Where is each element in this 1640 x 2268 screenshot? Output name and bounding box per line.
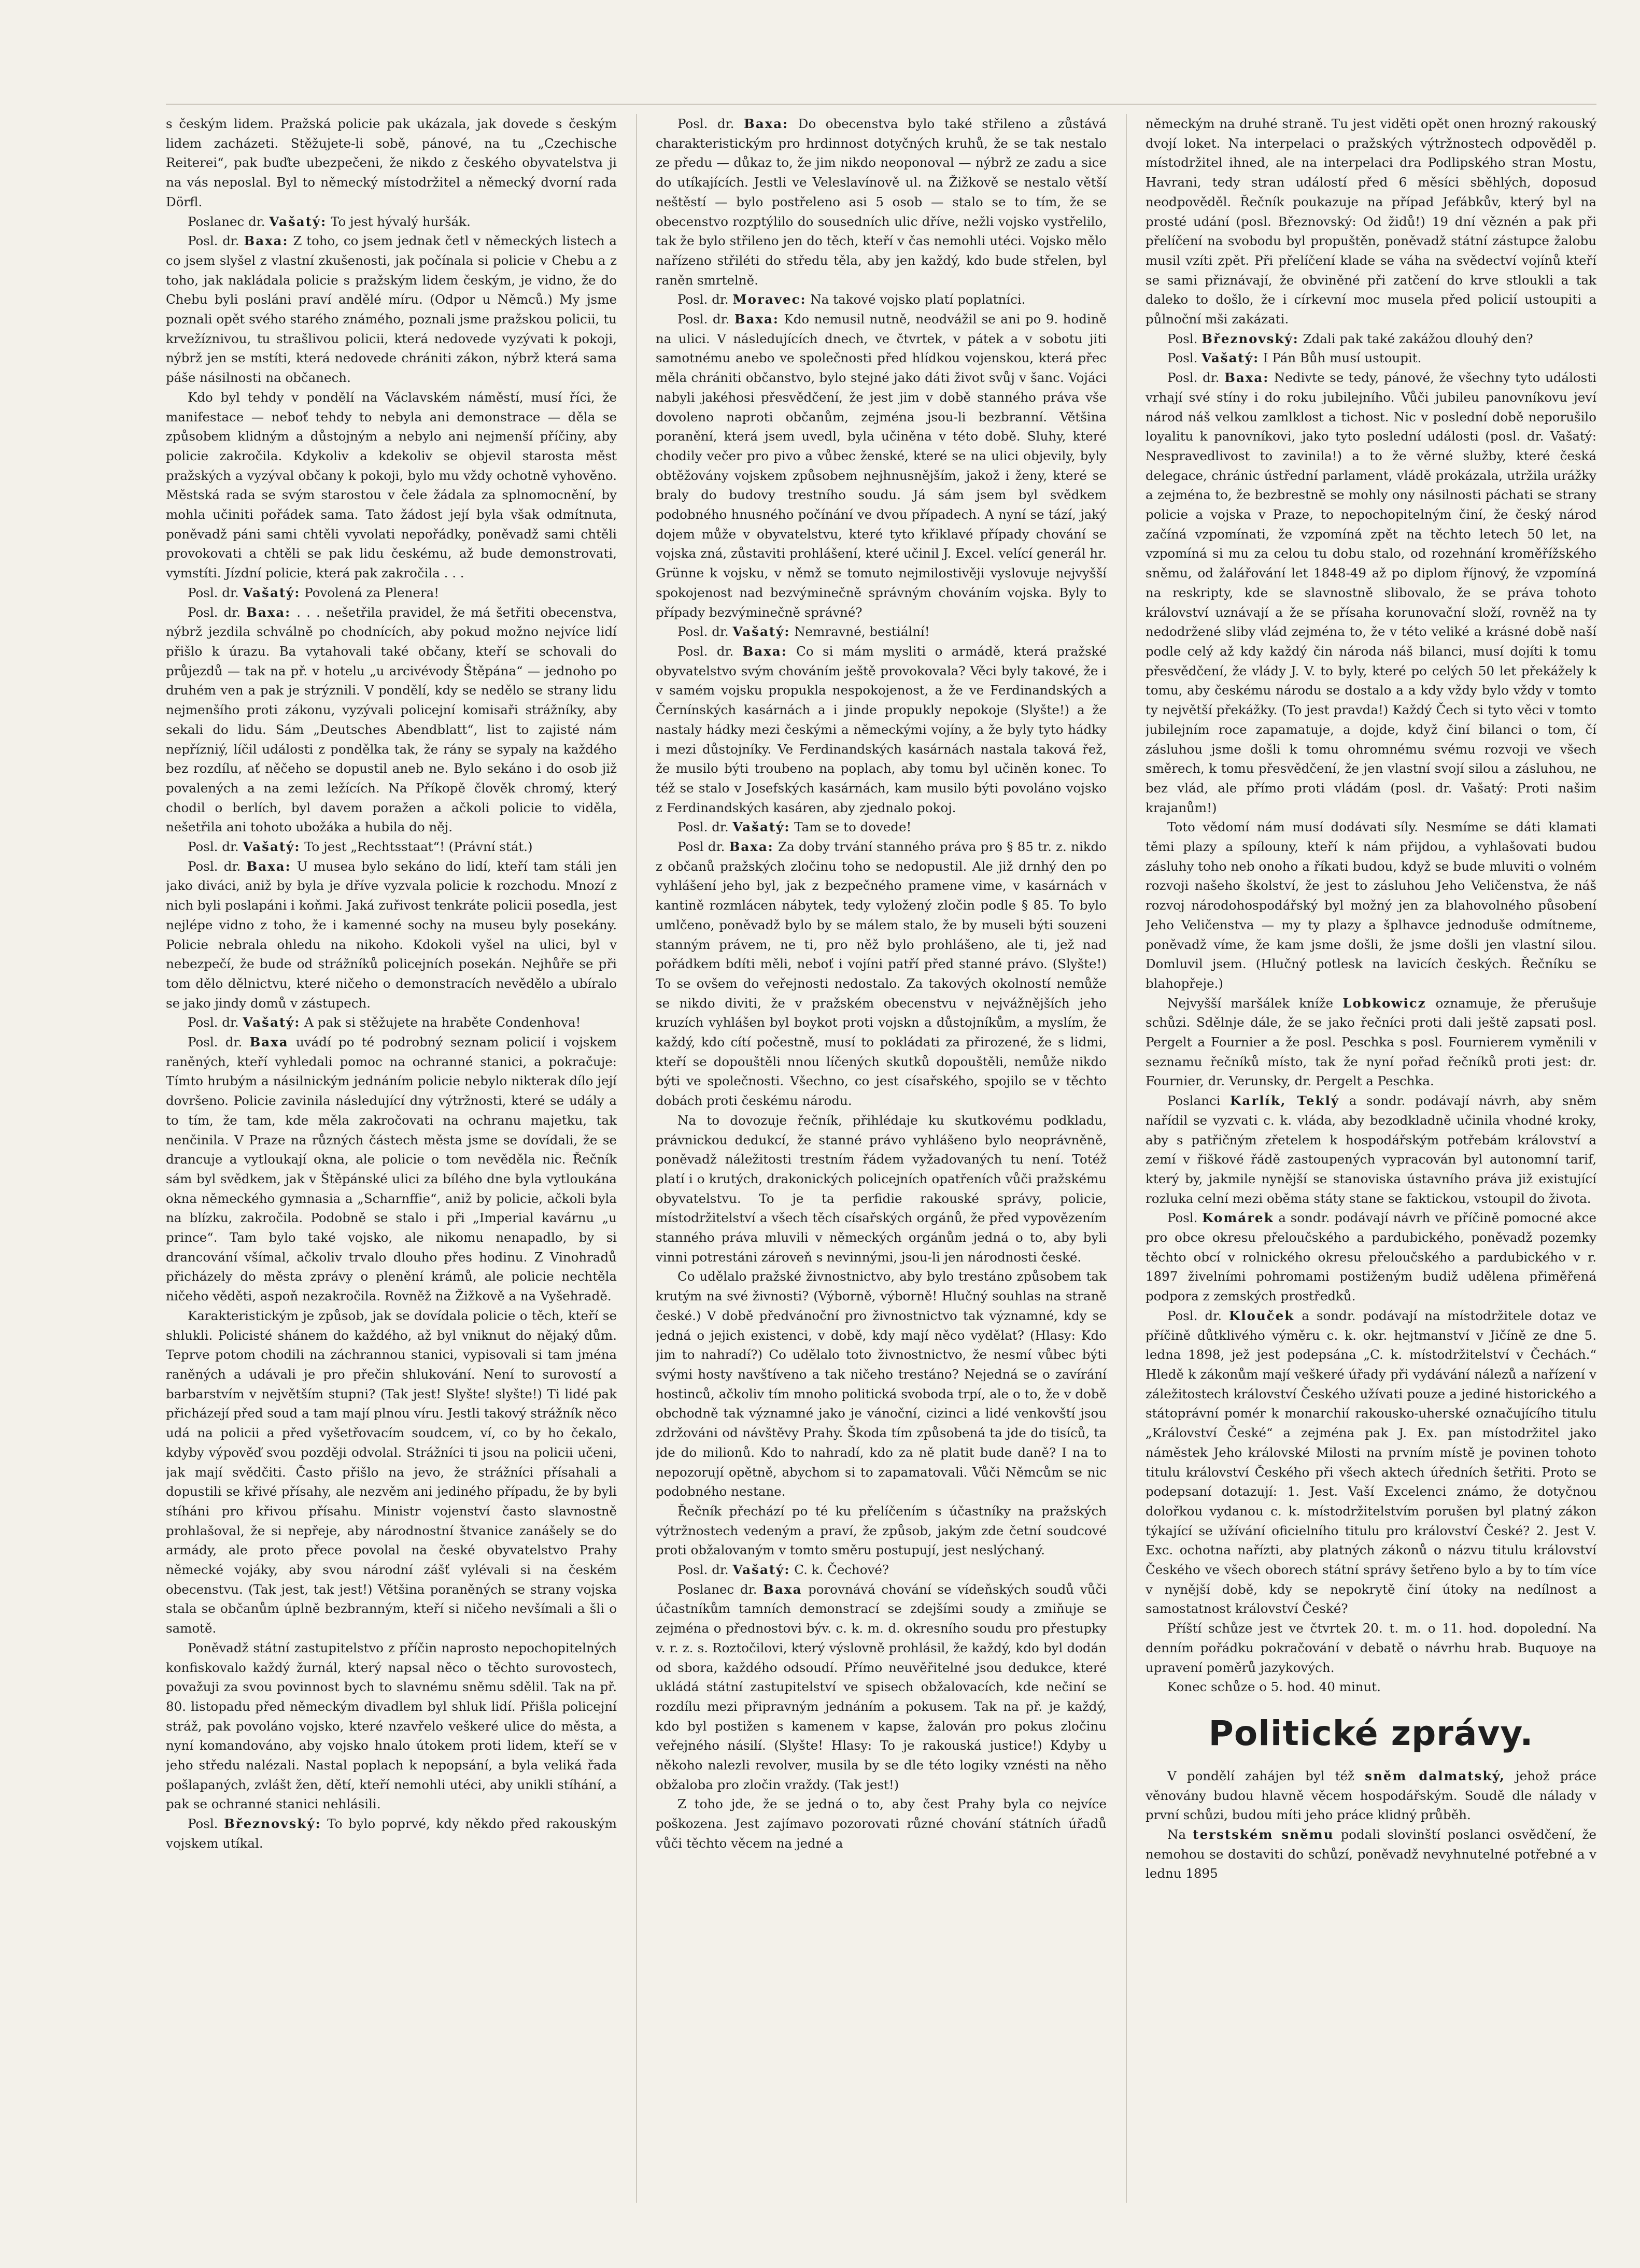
speaker-name: Vašatý: [732, 624, 790, 640]
paragraph-text: Nejvyšší maršálek kníže [1167, 995, 1343, 1011]
article-paragraph [656, 642, 1107, 817]
paragraph-text: Posl. dr. [188, 1015, 243, 1030]
paragraph-text: Posl. dr. [188, 585, 243, 600]
speaker-name: Vašatý: [1201, 350, 1260, 366]
column-divider [1126, 114, 1127, 2203]
article-paragraph [1146, 368, 1596, 817]
paragraph-text: Poslanci [1167, 1093, 1231, 1109]
paragraph-text: a sondr. podávají návrh ve příčině pomocné akce pro obce okresu přeloučského a pardubického, poněvadž pozemky těchto obcí v rolnického okresu přeloučského a pardubického v r. 1897 živelními pohromami postiženým budiž udělena přiměřená podpora z zemských prostředků. [1146, 1210, 1596, 1304]
speaker-name: Baxa: [734, 311, 779, 327]
paragraph-text: Karakteristickým je způsob, jak se dovídala policie o těch, kteří se shlukli. Policisté shánem do každého, až byl vniknut do nějaký dům. Teprve potom chodili na záchrannou stanici, vypisovali si tam jména raněných a udávali je pro přečin shlukování. Není to surovostí a barbarstvím v největším stupni? (Tak jest! Slyšte! slyšte!) Ti lidé pak přicházejí před soud a tam mají plnou víru. Jestli takový strážník něco udá na policii a před vyšetřovacím soudcem, ví, co by ho čekalo, kdyby výpověď svou později odvolal. Strážníci ti jsou na policii učeni, jak mají svědčiti. Často přišlo na jevo, že strážníci přísahali a dopustili se křivé přísahy, ale nezvěm ani jediného případu, že by byli stíháni pro křivou přísahu. Ministr vojenství často slavnostně prohlašoval, že si nepřeje, aby národnostní štvanice zanášely se do armády, ale proto přece povolal na české obyvatelstvo Prahy německé vojáky, aby svou národní zášť vylévali si na českém obecenstvu. (Tak jest, tak jest!) Většina poraněných se strany vojska stala se občanům úplně bezbranným, kteří si ničeho nevšímali a šli o samotě. [166, 1308, 617, 1636]
article-paragraph [656, 817, 1107, 837]
article-paragraph [656, 309, 1107, 622]
paragraph-text: Posl. dr. [188, 1034, 250, 1050]
speaker-name: Baxa: [1224, 370, 1269, 386]
article-paragraph [1146, 1208, 1596, 1306]
article-paragraph [1146, 1306, 1596, 1619]
newspaper-page [166, 104, 1596, 2208]
article-paragraph [166, 231, 617, 388]
paragraph-text: Nemravné, bestiální! [790, 624, 930, 640]
speaker-name: Baxa [763, 1581, 802, 1597]
speaker-name: Komárek [1202, 1210, 1274, 1226]
speaker-name: Baxa: [742, 643, 787, 659]
speaker-name: Baxa: [244, 233, 289, 249]
article-paragraph [166, 603, 617, 837]
paragraph-text: Kdo byl tehdy v pondělí na Václavském náměstí, musí říci, že manifestace — neboť tehdy to nebyla ani demonstrace — děla se způsobem klidným a důstojným a nebylo ani nejmenší příčiny, aby policie zakročila. Kdykoliv a kdekoliv se objevil starosta měst pražských a vyzýval občany k pokoji, bylo mu vždy ochotně vyhověno. Městská rada se svým starostou v čele žádala za splnomocnění, by mohla učiniti pořádek sama. Tato žádost její byla však odmítnuta, poněvadž páni sami chtěli vyvolati nepořádky, poněvadž sami chtěli provokovati a chtěli se pak lidu českému, až bude demonstrovati, vymstíti. Jízdní policie, která pak zakročila . . . [166, 389, 617, 581]
paragraph-text: Příští schůze jest ve čtvrtek 20. t. m. o 11. hod. dopolední. Na denním pořádku pokračování v debatě o návrhu hrab. Buquoye na upravení poměrů jazykových. [1146, 1621, 1596, 1675]
paragraph-text: Poslanec dr. [188, 214, 270, 229]
speaker-name: Vašatý: [243, 585, 301, 600]
article-paragraph [166, 1814, 617, 1853]
paragraph-text: Posl. [1167, 350, 1202, 366]
paragraph-text: Posl. dr. [677, 116, 744, 131]
paragraph-text: Toto vědomí nám musí dodávati síly. Nesmíme se dáti klamati těmi plazy a spílouny, kteří k nám přijdou, a vyhlašovati budou zásluhy toho neb onoho a říkati budou, když se bude mluviti o volném rozvoji našeho školství, že jest to zásluhou Jeho Veličenstva, že náš rozvoj národohospodářský byl možný jen za blahovolného působení Jeho Veličenstva — my ty plazy a šplhavce jednoduše odmítneme, poněvadž víme, že kam jsme došli, že jsme došli jen vlastní silou. Domluvil jsem. (Hlučný potlesk na lavicích českých. Řečníku se blahopřeje.) [1146, 819, 1596, 991]
article-paragraph [656, 1794, 1107, 1853]
article-paragraph [1146, 1091, 1596, 1208]
article-paragraph [656, 1560, 1107, 1580]
paragraph-text: a sondr. podávají na místodržitele dotaz ve příčině důtklivého výměru c. k. okr. hejtmanství v Jičíně ze dne 5. ledna 1898, jež jest podepsána „C. k. místodržitelství v Čechách.“ Hledě k zákonům mají veškeré úřady při vydávání nálezů a nařízení v záležitostech království Českého užívati pouze a jediné historického a státoprávní pomér k monarchií rakousko-uherské označujícího titulu „Království České“ a zejména pak J. Ex. pan místodržitel jako náměstek Jeho královské Milosti na prvním místě je povinen tohoto titulu království Českého při všech aktech úředních šetřiti. Proto se podepsaní dotazují: 1. Jest. Vaší Excelenci známo, že dotyčnou dolořkou vydanou c. k. místodržitelstvím porušen byl platný zákon týkající se užívání oficielního titulu pro království České? 2. Jest V. Exc. ochotna nařízti, aby platných zákonů o názvu titulu království Českého ve všech oborech státní správy šetřeno bylo a by to tím více v nynější době, kdy se nepokrytě činí útoky na nedílnost a samostatnost království České? [1146, 1308, 1596, 1617]
paragraph-text: Na to dovozuje řečník, přihlédaje ku skutkovému podkladu, právnickou dedukcí, že stanné právo vyhlášeno bylo neoprávněně, poněvadž náležitosti trestním řádem vyžadovaných tu není. Totéž platí i o krutých, drakonických policejních opatřeních vůči pražskému obyvatelstvu. To je ta perfidie rakouské správy, policie, místodržitelství a všech těch císařských orgánů, že před vypovězením stanného práva mluvili v německých orgánům jedná o to, aby byli vinni potrestáni zároveň s nevinnými, jsou-li jen národnosti české. [656, 1112, 1107, 1265]
paragraph-text: Posl. dr. [188, 858, 247, 874]
speaker-name: Březnovský: [1201, 331, 1299, 346]
article-paragraph [1146, 1619, 1596, 1677]
text-column-2 [656, 114, 1107, 2203]
article-paragraph [1146, 1677, 1596, 1697]
paragraph-text: Posl. dr. [677, 819, 733, 835]
article-paragraph [166, 1032, 617, 1306]
speaker-name: Moravec: [732, 292, 807, 307]
article-paragraph [1146, 1825, 1596, 1883]
paragraph-text: Posl. dr. [1167, 370, 1225, 386]
paragraph-text: Posl. dr. [188, 839, 243, 855]
paragraph-text: . . . nešetřila pravidel, že má šetřiti obecenstva, nýbrž jezdila schválně po chodnících, aby pokud možno nejvíce lidí přišlo k úrazu. Ba vytahovali také občany, kteří se schovali do průjezdů — tak na př. v hotelu „u arcivévody Štěpána“ — jednoho po druhém ven a pak je strýznili. V pondělí, kdy se nedělo se strany lidu nejmenšího proti zákonu, vyzývali policejní komisaři strážníky, aby sekali do lidu. Sám „Deutsches Abendblatt“, list to zajisté nám nepřízniý, líčil události z pondělka tak, že rány se sypaly na každého bez rozdílu, ať něčeho se dopustil aneb ne. Bylo sekáno i do osob již povalených a na zemi ležících. Na Příkopě člověk chromý, který chodil o berlích, byl davem poražen a ačkoli policie to viděla, nešetřila ani tohoto ubožáka a hubila do něj. [166, 604, 617, 835]
paragraph-text: Kdo nemusil nutně, neodvážil se ani po 9. hodině na ulici. V následujících dnech, ve čtvrtek, v pátek a v sobotu jiti samotnému anebo ve společnosti před hlídkou vojenskou, která přec měla chrániti občanstvo, bylo stejné jako dáti život svůj v šanc. Vojáci nabyli jakéhosi přesvědčení, že jest jim v době stanného práva vše dovoleno naproti občanům, zejména jsou-li bezbranní. Většina poranění, která jsem uvedl, byla učiněna v této době. Sluhy, které chodily večer pro pivo a vůbec ženské, které se na ulici objevily, byly obtěžovány vojskem způsobem nejhnusnějším, jakož i ženy, které se braly do budovy trestního soudu. Já sám jsem byl svědkem podobného hnusného počínání ve dvou případech. A nyní se tází, jaký dojem může v obyvatelstvu, které tyto křiklavé případy chování se vojska zná, zůstaviti prohlášení, které učinil J. Excel. velící generál hr. Grünne k vojsku, v němž se tomuto nejmilostivěji vyslovuje nejvyšší spokojenost nad bezvýminečně správným chováním vojska. Byly to případy bezvýminečně správné? [656, 311, 1107, 620]
speaker-name: Baxa: [744, 116, 789, 131]
text-column-3 [1146, 114, 1596, 2203]
paragraph-text: Nedivte se tedy, pánové, že všechny tyto události vrhají své stíny i do roku jubilejního. Vůči jubileu panovníkovu jeví národ náš velkou zamlklost a tichost. Nic v poslední době neporušilo loyalitu k panovníkovi, jako tyto poslední události (posl. dr. Vašatý: Nespravedlivost to zavinila!) a to že věrné služby, které česká delegace, chránic ústřední parlament, vládě prokázala, utržila urážky a zejména to, že bezbrestně se mohly ony násilnosti páchati se strany policie a vojska v Praze, to nepochopitelným činí, že český národ začíná vzpomínati, že vzpomíná zpět na těchto letech 50 let, na vzpomíná si mu za celou tu dobu stalo, od rozehnání kroměřížského sněmu, od žalářování let 1848-49 až po diplom říjnový, že vzpomíná na reskripty, kde se slavnostně slibovalo, že se práva tohoto království uznávají a že se přísaha korunovační složí, rovněž na ty nedodržené sliby vlád zejména to, že v této veliké a krásné době naší podle celý až kdy každý čin národa náš bilanci, musí dojíti k tomu přesvědčení, že vlády J. V. to byly, které po celých 50 let překážely k tomu, aby českému národu se dostalo a a kdy vždy bylo vždy v tomto ty největší překážky. (To jest pravda!) Každý Čech si tyto věci v tomto jubilejním roce zapamatuje, a dojde, když činí bilanci o tom, čí zásluhou jsme došli k tomu ohromnému svému rozvoji ve všech směrech, k tomu přesvědčení, že jen vlastní svojí silou a zásluhou, ne bez vlád, ale přímo proti vládám (posl. dr. Vašatý: Proti našim krajanům!) [1146, 370, 1596, 815]
paragraph-text: uvádí po té podrobný seznam policií i vojskem raněných, kteří vyhledali pomoc na ochranné stanici, a pokračuje: Tímto hrubým a násilnickým jednáním policie nebylo nikterak dílo její dovršeno. Policie zavinila následující dny výtržnosti, které se udály a to tím, že tam, kde měla zakročovati na ochranu majetku, tak nenčinila. V Praze na různých částech města jsme se dovídali, že se drancuje a vytloukají okna, ale policie o tom nevěděla nic. Řečník sám byl svědkem, jak v Štěpánské ulici za bílého dne byla vytloukána okna německého gymnasia a „Scharnffie“, aniž by policie, ačkoli byla na blízku, zakročila. Podobně se stalo i při „Imperial kavárnu „u prince“. Tam bylo také vojsko, ale nikomu nenapadlo, by si drancování všímal, ačkoliv trvalo dlouho přes hodinu. Z Vinohradů přicházely do města zprávy o plenění krámů, ale policie nechtěla ničeho věděti, aspoň nezakročila. Rovněž na Žižkově a na Vyšehradě. [166, 1034, 617, 1304]
article-paragraph [656, 837, 1107, 1111]
paragraph-text: Do obecenstva bylo také střileno a zůstává charakteristickým pro hrdinnost dotyčných kruhů, že se tak nestalo ze předu — důkaz to, že jim nikdo neoponoval — nýbrž ze zadu a sice do utíkajících. Jestli ve Veleslavínově ul. na Žižkově se nestalo větší neštěstí — bylo postřeleno asi 5 osob — stalo se to tím, že se obecenstvo rozptýlilo do sousedních ulic dříve, nežli vojsko vystřelilo, tak že bylo střileno jen do těch, kteří v čas nemohli utéci. Vojsko mělo nařízeno střiléti do středu těla, aby jen každý, kdo bude střelen, byl raněn smrtelně. [656, 116, 1107, 288]
article-paragraph [166, 837, 617, 857]
text-column-1 [166, 114, 617, 2203]
paragraph-text: Posl. [1167, 1210, 1203, 1226]
paragraph-text: Posl. dr. [188, 233, 244, 249]
paragraph-text: Z toho, co jsem jednak četl v německých listech a co jsem slyšel z vlastní zkušenosti, jak počínala si policie v Chebu a z toho, jak nakládala policie s pražským lidem českým, je vidno, že do Chebu byli posláni praví andělé míru. (Odpor u Němců.) My jsme poznali opět svého starého známého, poznali jsme pražskou policii, tu krvežíznivou, tu strašlivou policii, která nedovede vyzývati k pokoji, nýbrž jen se mstíti, která nedovede chrániti zákon, nýbrž která sama páše násilnosti na občanech. [166, 233, 617, 386]
article-paragraph [656, 622, 1107, 642]
column-divider [636, 114, 637, 2203]
article-paragraph [656, 1501, 1107, 1560]
paragraph-text: a sondr. podávají návrh, aby sněm nařídil se vyzvati c. k. vláda, aby bezodkladně učinila vhodné kroky, aby s patřičným zřetelem k hospodářským potřebám království a zemí v řiškové řádě zastoupených vypracován byl autonomní tarif, který by, jakmile nynější se stanoviska ústavního práva již existující rozluka celní mezi oběma státy stane se faktickou, vstoupil do života. [1146, 1093, 1596, 1206]
paragraph-text: Za doby trvání stanného práva pro § 85 tr. z. nikdo z občanů pražských zločinu toho se nedopustil. Ale již drnhý den po vyhlášení jeho byl, jak z bezpečného pramene vime, v kasárnách v kantině rozmlácen nábytek, tedy vyložený zločin podle § 85. To bylo umlčeno, poněvadž bylo by se málem stalo, že by museli býti souzeni stanným právem, ne ti, pro něž bylo prohlášeno, ale ti, jež nad pořádkem bdíti měli, neboť i vojíni patří před stanné právo. (Slyšte!) To se ovšem do veřejnosti nedostalo. Za takových okolností nemůže se nikdo diviti, že v pražském obecenstvu v nejvážnějších jeho kruzích vyhlášen byl boykot proti vojskn a důstojníkům, a myslím, že každý, kdo cítí počestně, musí to pokládati za přirozené, že s lidmi, kteří se dopouštěli nnou líčených skutků dopouštěli, nemůže nikdo býti ve společnosti. Všechno, co jest císařského, spojilo se v těchto dobách proti českému národu. [656, 839, 1107, 1109]
paragraph-text: německým na druhé straně. Tu jest viděti opět onen hrozný rakouský dvojí loket. Na interpelaci o pražských výtržnostech odpověděl p. místodržitel ihned, ale na interpelaci dra Podlipského stran Mostu, Havrani, tedy stran událostí před 6 měsíci sběhlých, doposud neodpověděl. Řečník poukazuje na případ Jefábkův, který byl na prosté udání (posl. Březnovský: Od židů!) 19 dní věznén a pak při přelíčení na svobodu byl propuštěn, poněvadž státní zástupce žalobu musil vzíti zpět. Při přelíčení klade se váha na svědectví vojínů kteří se sami přiznávají, že obviněné při zatčení do krve stloukli a tak daleko to došlo, že i církevní moc musela před policií ustoupiti a půlnoční mši zakázati. [1146, 116, 1596, 327]
paragraph-text: Na takové vojsko platí poplatníci. [806, 292, 1026, 307]
paragraph-text: Co si mám mysliti o armádě, která pražské obyvatelstvo svým chováním ještě provokovala? Věci byly takové, že i v samém vojsku propukla nespokojenost, a že ve Ferdinandských a Černínských kasárnách a i jinde propukly nepokoje (Slyšte!) a že nastaly hádky mezi českými a německými vojíny, a že byly tyto hádky i mezi důstojníky. Ve Ferdinandských kasárnách nastala taková řež, že musilo býti troubeno na poplach, aby tomu byl učiněn konec. To též se stalo v Josefských kasárnách, kam musilo býti povoláno vojsko z Ferdinandských kasáren, aby zjednalo pokoj. [656, 643, 1107, 815]
speaker-name: Vašatý: [243, 1015, 301, 1030]
top-rule [166, 104, 1596, 105]
speaker-name: Baxa: [246, 858, 291, 874]
paragraph-text: Povolená za Plenera! [300, 585, 440, 600]
paragraph-text: oznamuje, že přerušuje schůzi. Sdělnje dále, že se jako řečníci proti dali ještě zapsati posl. Pergelt a Fournier a že posl. Peschka s posl. Fournierem vyměnili v seznamu řečníků místo, tak že nyní pořad řečníků proti jest: dr. Fournier, dr. Verunsky, dr. Pergelt a Peschka. [1146, 995, 1596, 1089]
paragraph-text: V pondělí zahájen byl též [1167, 1768, 1365, 1783]
paragraph-text: Na [1167, 1827, 1193, 1842]
paragraph-text: Posl. dr. [677, 624, 733, 640]
article-paragraph [166, 1013, 617, 1032]
article-paragraph [166, 212, 617, 232]
article-paragraph [656, 290, 1107, 309]
paragraph-text: To bylo poprvé, kdy někdo před rakouským vojskem utíkal. [166, 1816, 617, 1851]
paragraph-text: Posl. dr. [677, 1562, 733, 1578]
speaker-name: Vašatý: [732, 1562, 790, 1578]
article-paragraph [1146, 329, 1596, 349]
speaker-name: Klouček [1229, 1308, 1295, 1323]
paragraph-text: Posl. [188, 1816, 224, 1832]
paragraph-text: podali slovinští poslanci osvědčení, že nemohou se dostaviti do schůzí, poněvadž nevyhnutelné potřebné a v lednu 1895 [1146, 1827, 1596, 1881]
paragraph-text: Posl. dr. [677, 311, 734, 327]
article-paragraph [1146, 817, 1596, 993]
paragraph-text: Posl. dr. [677, 643, 743, 659]
article-paragraph [656, 1580, 1107, 1795]
paragraph-text: Zdali pak také zakážou dlouhý den? [1298, 331, 1533, 346]
paragraph-text: Posl. dr. [188, 604, 247, 620]
paragraph-text: Tam se to dovede! [790, 819, 912, 835]
article-paragraph [1146, 994, 1596, 1092]
paragraph-text: Řečník přechází po té ku přelíčením s účastníky na pražských výtržnostech vedeným a praví, že způsob, jakým zde četní soudcové proti obžalovaným v tomto směru postupují, jest neslýchaný. [656, 1503, 1107, 1558]
speaker-name: Vašatý: [243, 839, 301, 855]
article-paragraph [656, 1267, 1107, 1501]
speaker-name: Vašatý: [732, 819, 790, 835]
paragraph-text: Posl. dr. [1167, 1308, 1229, 1323]
paragraph-text: Poslanec dr. [677, 1581, 764, 1597]
paragraph-text: A pak si stěžujete na hraběte Condenhova! [300, 1015, 581, 1030]
article-paragraph [166, 388, 617, 583]
speaker-name: terstském sněmu [1193, 1827, 1334, 1842]
article-paragraph [1146, 348, 1596, 368]
paragraph-text: Poněvadž státní zastupitelstvo z příčin naprosto nepochopitelných konfiskovalo každý žurnál, který napsal něco o těchto surovostech, považuji za svou povinnost bych to slavnému sněmu sdělil. Tak na př. 80. listopadu před německým divadlem byl shluk lidí. Přišla policejní stráž, pak povoláno vojsko, které nzavřelo veškeré ulice do města, a nyní komandováno, aby vojsko hnalo útokem proti lidem, kteří se v jeho středu nalézali. Nastal poplach k nepopsání, a byla veliká řada pošlapaných, zvlášt žen, dětí, kteří nemohli utéci, aby unikli stíhání, a pak se ochranné stanici nehlásili. [166, 1640, 617, 1812]
article-paragraph [166, 583, 617, 603]
article-paragraph [1146, 1766, 1596, 1825]
paragraph-text: Posl. dr. [677, 292, 733, 307]
paragraph-text: s českým lidem. Pražská policie pak ukázala, jak dovede s českým lidem zacházeti. Stěžujete-li sobě, pánové, na tu „Czechische Reiterei“, pak buďte ubezpečeni, že nikdo z českého obyvatelstva ji na vás neposlal. Byl to německý místodržitel a německý dvorní rada Dörfl. [166, 116, 617, 209]
article-paragraph [656, 114, 1107, 290]
speaker-name: Baxa [249, 1034, 289, 1050]
paragraph-text: Posl. [1167, 331, 1202, 346]
speaker-name: Březnovský: [224, 1816, 321, 1832]
paragraph-text: C. k. Čechové? [790, 1562, 889, 1578]
article-paragraph [166, 1638, 617, 1814]
paragraph-text: I Pán Bůh musí ustoupit. [1259, 350, 1422, 366]
paragraph-text: jehož práce věnovány budou hlavně věcem hospodářským. Soudě dle nálady v první schůzi, budou míti jeho práce klidný průběh. [1146, 1768, 1596, 1823]
article-paragraph [166, 114, 617, 212]
section-heading: Politické zprávy. [1208, 1713, 1534, 1753]
paragraph-text: Posl dr. [677, 839, 729, 855]
paragraph-text: To jest hývalý huršák. [327, 214, 471, 229]
speaker-name: Vašatý: [269, 214, 327, 229]
speaker-name: Karlík, Teklý [1230, 1093, 1340, 1109]
article-paragraph [656, 1111, 1107, 1267]
paragraph-text: U musea bylo sekáno do lidí, kteří tam stáli jen jako diváci, aniž by byla je dříve vyzvala policie k rozchodu. Mnozí z nich byli poslapáni i koňmi. Jaká zuřivost tenkráte policii posedla, jest nejlépe vidno z toho, že i kamenné sochy na museu byly posekány. Policie nebrala ohledu na nikoho. Kdokoli vyšel na ulici, byl v nebezpečí, že bude od strážníků policejních posekán. Nejhůře se při tom dělo dělnictvu, které ničeho o demonstracích nevědělo a ubíralo se jako jindy domů v zástupech. [166, 858, 617, 1011]
speaker-name: Lobkowicz [1342, 995, 1426, 1011]
speaker-name: Baxa: [729, 839, 774, 855]
paragraph-text: porovnává chování se vídeňských soudů vůči účastníkům tamních demonstrací se zdejšími soudy a zmiňuje se zejména o přednostovi býv. c. k. m. d. okresního soudu pro přestupky v. r. z. s. Roztočilovi, který výslovně prohlásil, že každý, kdo byl dodán od sbora, každého odsoudí. Přímo neuvěřitelné jsou dedukce, které ukládá státní zastupitelství ve spisech obžalovacích, kde nečiní se rozdílu mezi připravným jednáním a pokusem. Tak na př. je každý, kdo byl postižen s kamenem v kapse, žalován pro pokus zločinu veřejného násilí. (Slyšte! Hlasy: To je rakouská justice!) Kdyby u někoho nalezli revolver, musila by se dle této logiky vznésti na něho obžaloba pro zločin vraždy. (Tak jest!) [656, 1581, 1107, 1792]
article-paragraph [1146, 114, 1596, 329]
article-paragraph [166, 857, 617, 1013]
article-paragraph [166, 1306, 617, 1638]
paragraph-text: Konec schůze o 5. hod. 40 minut. [1167, 1679, 1381, 1695]
speaker-name: sněm dalmatský, [1365, 1768, 1505, 1783]
paragraph-text: Z toho jde, že se jedná o to, aby čest Prahy byla co nejvíce poškozena. Jest zajímavo pozorovati různé chování státních úřadů vůči těchto věcem na jedné a [656, 1796, 1107, 1851]
paragraph-text: Co udělalo pražské živnostnictvo, aby bylo trestáno způsobem tak krutým na své živnosti? (Výborně, výborně! Hlučný souhlas na straně české.) V době předvánoční pro živnostnictvo tak významné, kdy se jedná o jejich existenci, v době, kdy mají něco vydělat? (Hlasy: Kdo jim to nahradí?) Co udělalo toto živnostnictvo, že nesmí vůbec býti svými hosty navštíveno a tak ničeho trestáno? Nejedná se o zavírání hostinců, ačkoliv tím mnoho politická svoboda trpí, ale o to, že v době obchodně tak významné jako je vánoční, cizinci a lidé venkovští jsou zdržováni od návštěvy Prahy. Škoda tím způsobená ta jde do tisíců, ta jde do milionů. Kdo to nahradí, kdo za ně platit bude daně? I na to nepozorují opětně, abychom si to zapamatovali. Vůči Němcům se nic podobného nestane. [656, 1269, 1107, 1499]
paragraph-text: To jest „Rechtsstaat“! (Právní stát.) [300, 839, 533, 855]
speaker-name: Baxa: [246, 604, 291, 620]
